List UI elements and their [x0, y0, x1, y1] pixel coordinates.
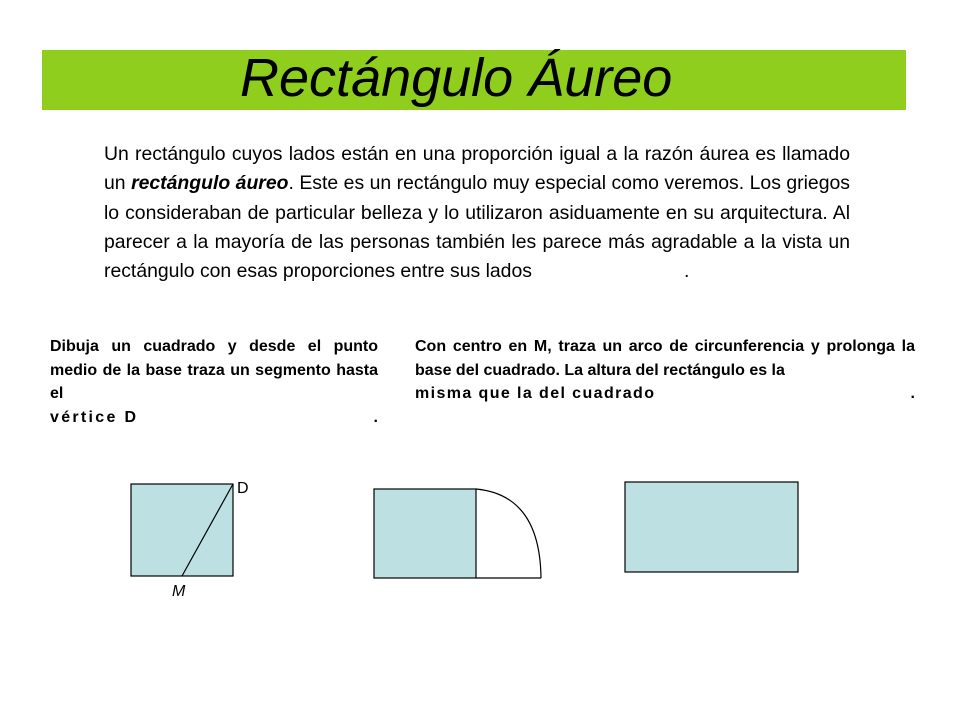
paragraph-text-before: Un rectángulo cuyos lados están en una proporción igual a la razón áurea es llamado un [104, 143, 850, 195]
arc [476, 489, 541, 578]
step-1-text: Dibuja un cuadrado y desde el punto medio de la base traza un segmento hasta el [50, 338, 378, 402]
step-2-end-period: . [910, 385, 915, 402]
step-2-last-line: misma que la del cuadrado [415, 385, 656, 402]
paragraph-end-period: . [683, 260, 690, 283]
paragraph-text-after: . Este es un rectángulo muy especial como veremos. Los griegos lo consideraban de particular belleza y lo utilizaron asiduamente en su arquitectura. Al parecer a la mayoría de las personas también les parece más agradable a la vista un rectángulo con esas proporciones entre sus lados [104, 172, 850, 283]
figure-square-with-arc [374, 489, 542, 578]
slide-title: Rectángulo Áureo [240, 48, 673, 108]
step-1-last-line: vértice D [50, 408, 139, 426]
label-m: M [172, 583, 186, 600]
step-1-end-period: . [373, 408, 378, 426]
square-shape [131, 484, 233, 576]
figure-golden-rectangle [625, 482, 798, 572]
golden-rectangle-shape [625, 482, 798, 572]
paragraph-emphasis: rectángulo áureo [131, 172, 289, 195]
square-shape [374, 489, 476, 578]
step-2-text: Con centro en M, traza un arco de circunferencia y prolonga la base del cuadrado. La altura del rectángulo es la [415, 338, 915, 379]
label-d: D [237, 480, 249, 497]
figure-square-with-segment [131, 484, 233, 576]
